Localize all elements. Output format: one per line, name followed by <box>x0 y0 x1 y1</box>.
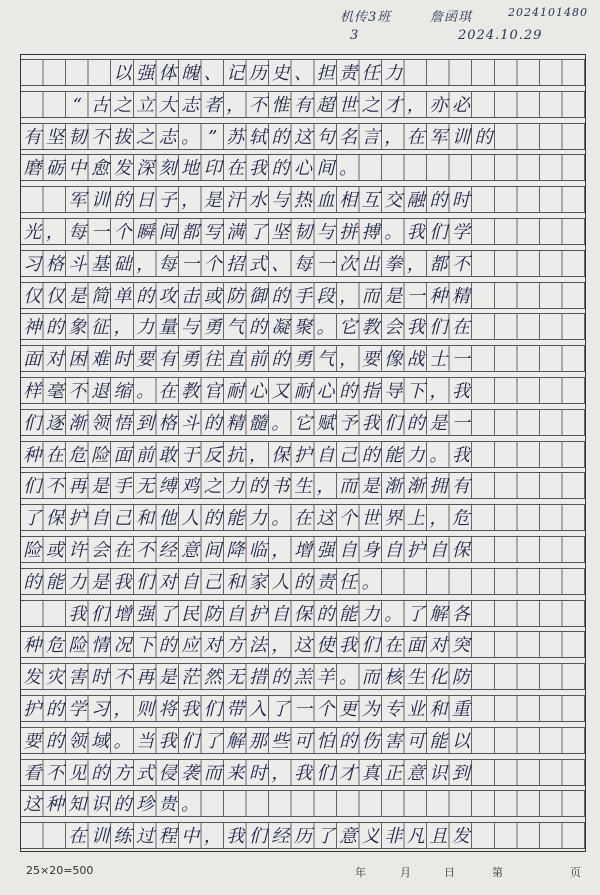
essay-line: “ 古 之 立 大 志 者 ， 不 惟 有 超 世 之 才 ， 亦 必 <box>72 94 470 116</box>
class-name: 机传3班 <box>340 10 392 25</box>
year-label: 年 <box>355 866 366 879</box>
essay-line: 护 的 学 习 ， 则 将 我 们 带 入 了 一 个 更 为 专 业 和 重 <box>23 699 470 720</box>
essay-line: 了 保 护 自 己 和 他 人 的 能 力 。 在 这 个 世 界 上 ， 危 <box>23 508 470 530</box>
essay-line: 们 逐 渐 领 悟 到 格 斗 的 精 髓 。 它 赋 予 我 们 的 是 一 <box>23 412 470 434</box>
page-suffix: 页 <box>570 866 581 879</box>
grid-row <box>21 441 585 468</box>
grid-row <box>21 154 585 181</box>
essay-line: 种 危 险 情 况 下 的 应 对 方 法 ， 这 使 我 们 在 面 对 突 <box>23 635 470 657</box>
header-tag: 3 <box>350 28 360 43</box>
grid-row <box>21 568 585 595</box>
essay-line: 军 训 的 日 子 ， 是 汗 水 与 热 血 相 互 交 融 的 时 <box>68 190 470 212</box>
student-header <box>330 2 598 50</box>
essay-line: 要 的 领 域 。 当 我 们 了 解 那 些 可 怕 的 伤 害 可 能 以 <box>23 730 470 752</box>
essay-line: 我 们 增 强 了 民 防 自 护 自 保 的 能 力 。 了 解 各 <box>68 603 470 625</box>
grid-row <box>21 504 585 531</box>
essay-line: 的 能 力 是 我 们 对 自 己 和 家 人 的 责 任 。 <box>23 571 380 593</box>
month-label: 月 <box>400 866 411 879</box>
page-prefix: 第 <box>492 866 503 879</box>
grid-row <box>21 250 585 277</box>
essay-line: 们 不 再 是 手 无 缚 鸡 之 力 的 书 生 ， 而 是 渐 渐 拥 有 <box>23 476 470 498</box>
grid-row <box>21 377 585 404</box>
grid-row <box>21 759 585 786</box>
grid-row <box>21 663 585 690</box>
grid-row <box>21 822 585 849</box>
paper-footer <box>0 858 600 888</box>
grid-row <box>21 536 585 563</box>
grid-row <box>21 472 585 499</box>
grid-row <box>21 600 585 627</box>
essay-line: 磨 砺 中 愈 发 深 刻 地 印 在 我 的 心 间 。 <box>23 158 358 180</box>
grid-row <box>21 313 585 340</box>
essay-line: 有 坚 韧 不 拔 之 志 。 ” 苏 轼 的 这 句 名 言 ， 在 军 训 的 <box>23 126 493 148</box>
essay-line: 看 不 见 的 方 式 侵 袭 而 来 时 ， 我 们 才 真 正 意 识 到 <box>23 762 470 784</box>
essay-line: 神 的 象 征 ， 力 量 与 勇 气 的 凝 聚 。 它 教 会 我 们 在 <box>23 317 470 339</box>
grid-row <box>21 345 585 372</box>
essay-line: 习 格 斗 基 础 ， 每 一 个 招 式 、 每 一 次 出 拳 ， 都 不 <box>23 253 470 275</box>
grid-spec: 25×20=500 <box>26 864 94 877</box>
essay-line: 种 在 危 险 面 前 敢 于 反 抗 ， 保 护 自 己 的 能 力 。 我 <box>23 444 470 466</box>
grid-row <box>21 282 585 309</box>
grid-row <box>21 695 585 722</box>
grid-row <box>21 59 585 86</box>
grid-row <box>21 631 585 658</box>
grid-row <box>21 186 585 213</box>
essay-line: 险 或 许 会 在 不 经 意 间 降 临 ， 增 强 自 身 自 护 自 保 <box>23 540 470 561</box>
grid-row <box>21 409 585 436</box>
essay-line: 这 种 知 识 的 珍 贵 。 <box>23 794 200 816</box>
essay-line: 仅 仅 是 简 单 的 攻 击 或 防 御 的 手 段 ， 而 是 一 种 精 <box>23 285 470 307</box>
grid-row <box>21 727 585 754</box>
essay-line: 光 ， 每 一 个 瞬 间 都 写 满 了 坚 韧 与 拼 搏 。 我 们 学 <box>23 222 470 243</box>
essay-line: 发 灾 害 时 不 再 是 茫 然 无 措 的 羔 羊 。 而 核 生 化 防 <box>23 667 470 689</box>
essay-line: 以 强 体 魄 、 记 历 史 、 担 责 任 力 <box>113 63 403 84</box>
student-name: 詹函琪 <box>430 10 473 25</box>
essay-line: 在 训 练 过 程 中 ， 我 们 经 历 了 意 义 非 凡 且 发 <box>68 826 470 848</box>
essay-line: 样 毫 不 退 缩 。 在 教 官 耐 心 又 耐 心 的 指 导 下 ， 我 <box>23 381 470 402</box>
writing-grid <box>20 54 586 852</box>
grid-row <box>21 91 585 118</box>
essay-line: 面 对 困 难 时 要 有 勇 往 直 前 的 勇 气 ， 要 像 战 士 一 <box>23 349 470 371</box>
day-label: 日 <box>444 866 455 879</box>
student-id: 2024101480 <box>508 6 588 19</box>
grid-row <box>21 218 585 245</box>
essay-date: 2024.10.29 <box>458 28 543 43</box>
grid-row <box>21 790 585 817</box>
grid-row <box>21 123 585 150</box>
